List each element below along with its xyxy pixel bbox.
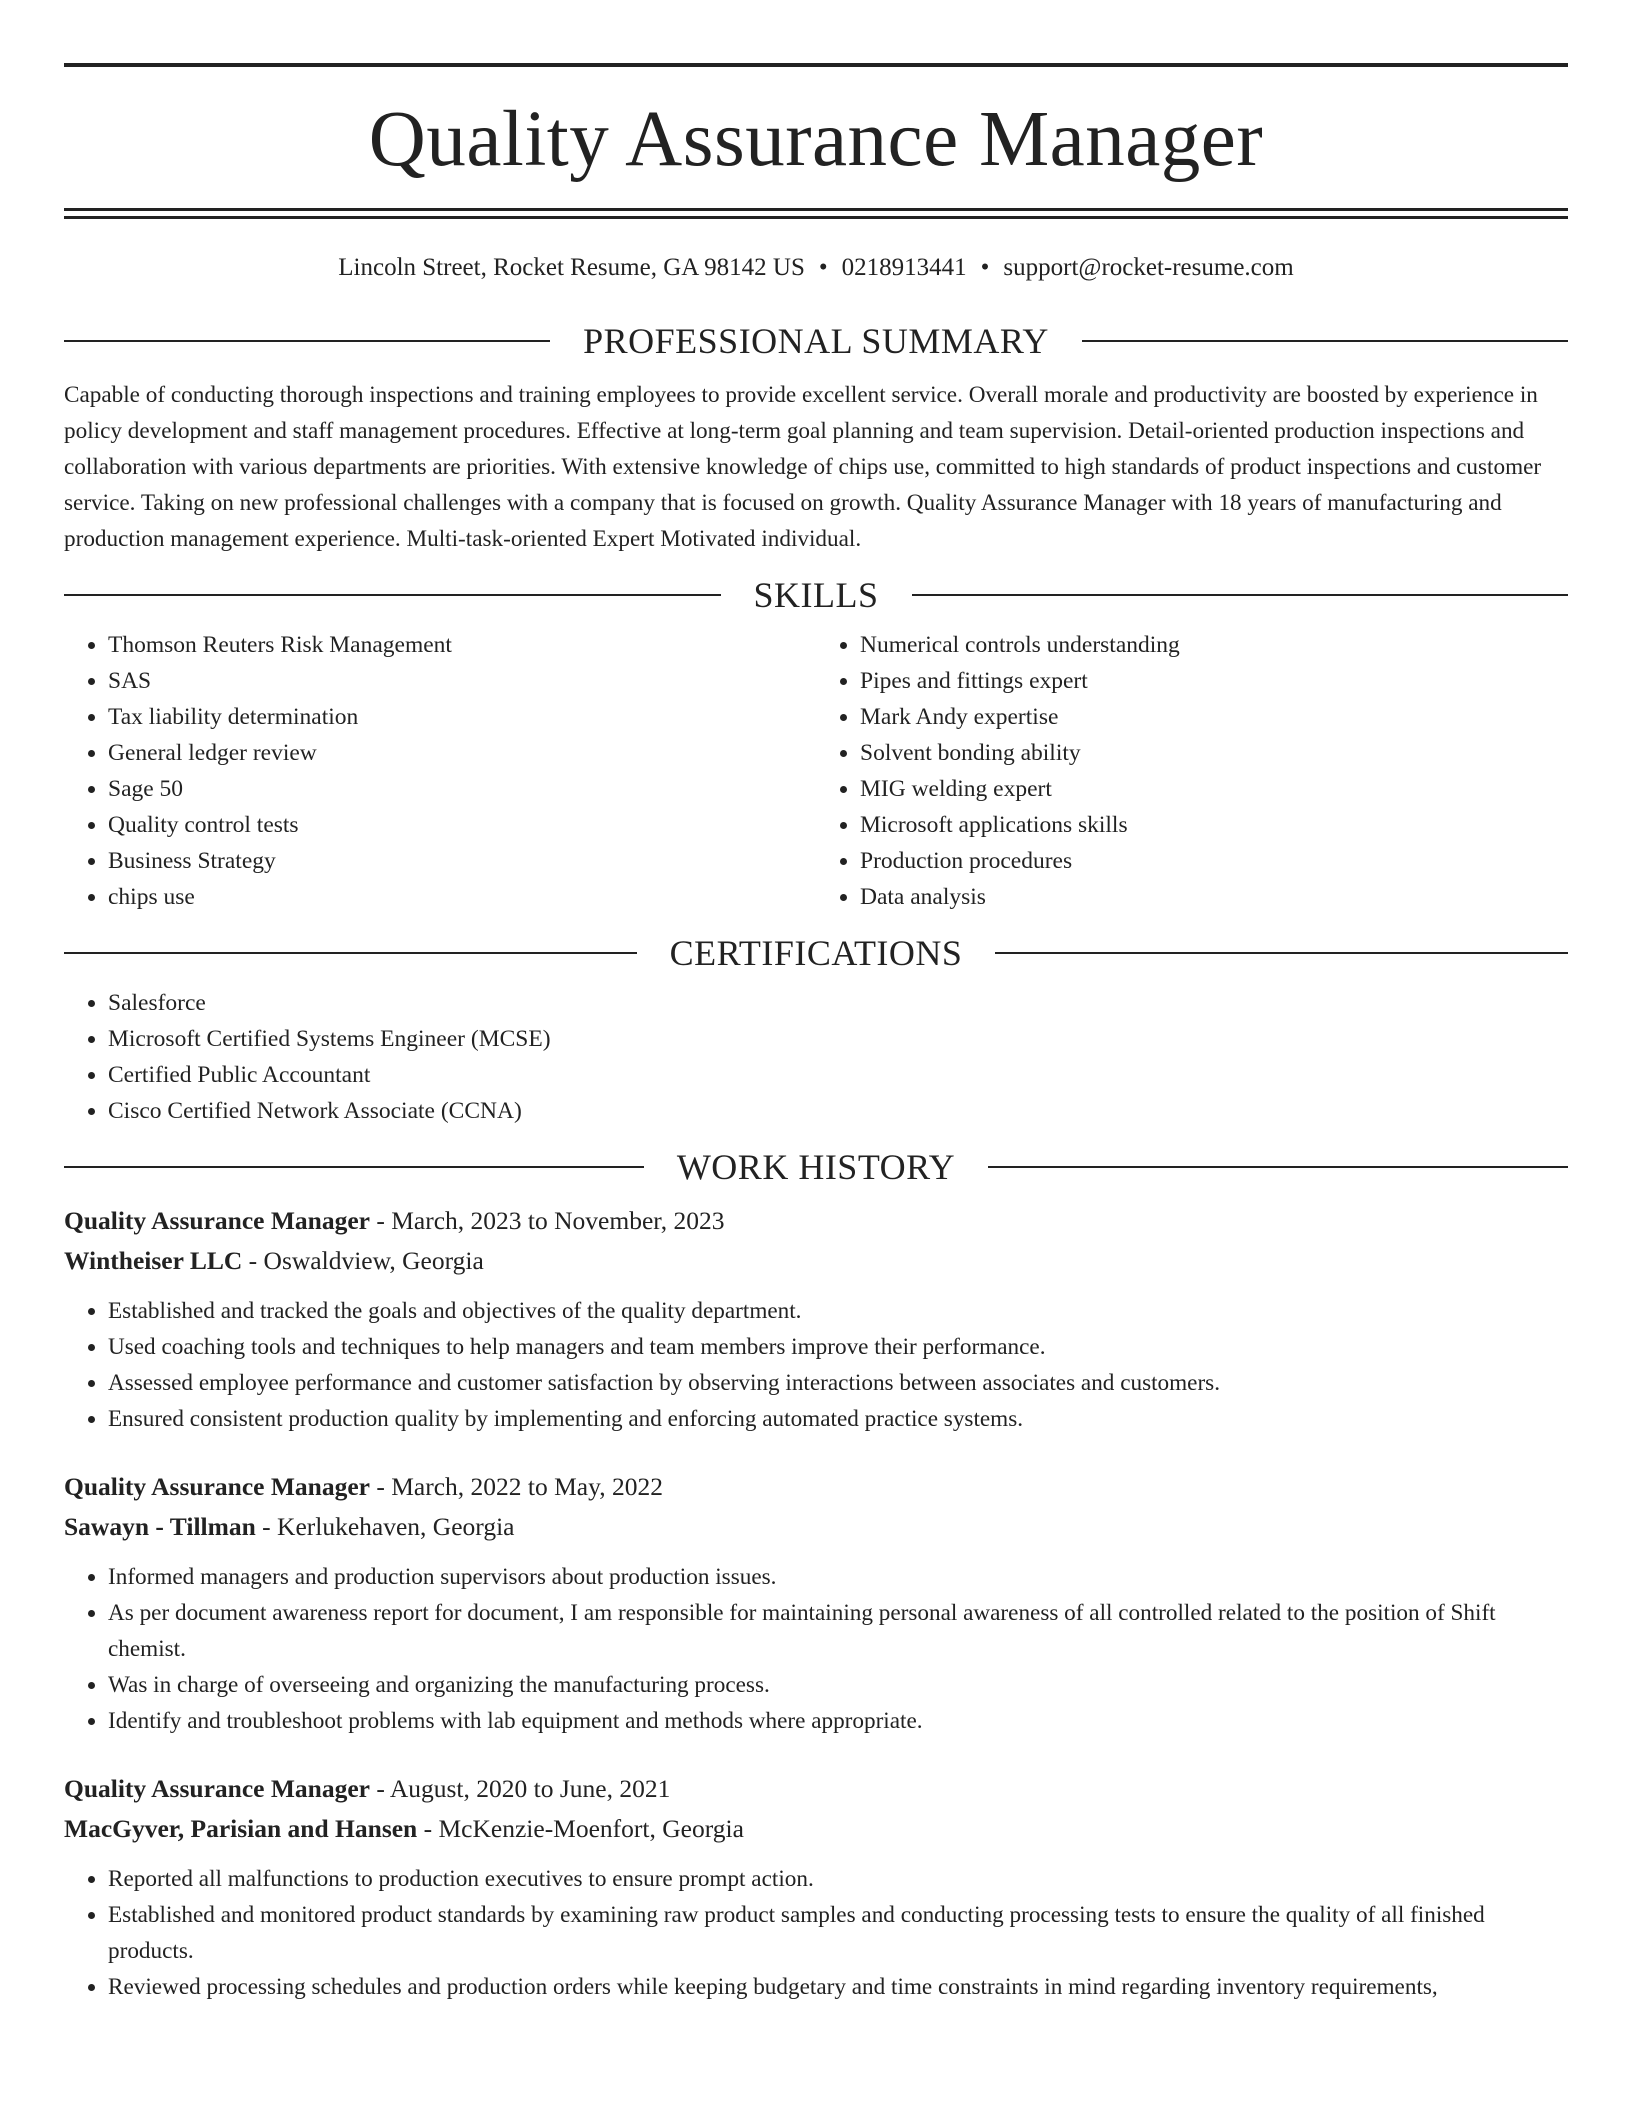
skill-item: • Tax liability determination [108, 699, 816, 735]
job-bullet: • Established and tracked the goals and objectives of the quality department. [108, 1293, 1568, 1329]
summary-heading [64, 319, 1568, 363]
job-bullet: • Identify and troubleshoot problems with lab equipment and methods where appropriate. [108, 1703, 1568, 1739]
job-company-line [64, 1241, 1568, 1281]
job-bullet: • Used coaching tools and techniques to help managers and team members improve their performance. [108, 1329, 1568, 1365]
job-company-line [64, 1809, 1568, 1849]
title-block [64, 0, 1568, 219]
job-entry [64, 1201, 1568, 1437]
skill-item: • Data analysis [860, 879, 1568, 915]
job-bullet: • Reviewed processing schedules and production orders while keeping budgetary and time constraints in mind regarding inventory requirements, [108, 1969, 1568, 2005]
job-bullet: • Assessed employee performance and customer satisfaction by observing interactions between associates and customers. [108, 1365, 1568, 1401]
job-dates: - March, 2022 to May, 2022 [370, 1472, 663, 1501]
job-bullet: • Established and monitored product standards by examining raw product samples and conducting processing tests to ensure the quality of all finished products. [108, 1897, 1568, 1969]
skill-item: • Production procedures [860, 843, 1568, 879]
section-title: PROFESSIONAL SUMMARY [583, 321, 1049, 361]
job-title-line [64, 1201, 1568, 1241]
job-title: Quality Assurance Manager [64, 1206, 370, 1235]
skills-list-left [64, 627, 816, 915]
job-location: - McKenzie-Moenfort, Georgia [417, 1814, 744, 1843]
certifications-list [64, 985, 1568, 1129]
job-company: MacGyver, Parisian and Hansen [64, 1814, 418, 1843]
job-bullets [64, 1861, 1568, 2005]
resume-title: Quality Assurance Manager [368, 96, 1264, 183]
certification-item: • Microsoft Certified Systems Engineer (MCSE) [108, 1021, 1568, 1057]
certifications-heading [64, 931, 1568, 975]
skill-item: • Solvent bonding ability [860, 735, 1568, 771]
summary-text: Capable of conducting thorough inspections and training employees to provide excellent service. Overall morale and productivity are boosted by experience in policy development and staff management procedures. Effective at long-term goal planning and team supervision. Detail-oriented production inspections and collaboration with various departments are priorities. With extensive knowledge of chips use, committed to high standards of product inspections and customer service. Taking on new professional challenges with a company that is focused on growth. Quality Assurance Manager with 18 years of manufacturing and production management experience. Multi-task-oriented Expert Motivated individual. [64, 382, 1542, 552]
job-company: Sawayn - Tillman [64, 1512, 256, 1541]
job-bullet: • Ensured consistent production quality by implementing and enforcing automated practice systems. [108, 1401, 1568, 1437]
job-bullet: • Reported all malfunctions to production executives to ensure prompt action. [108, 1861, 1568, 1897]
certification-item: • Cisco Certified Network Associate (CCNA) [108, 1093, 1568, 1129]
skill-item: • Thomson Reuters Risk Management [108, 627, 816, 663]
skill-item: • Quality control tests [108, 807, 816, 843]
job-title-line [64, 1769, 1568, 1809]
skills-columns [64, 627, 1568, 915]
double-rule [64, 208, 1568, 219]
divider [64, 594, 721, 596]
skill-item: • Mark Andy expertise [860, 699, 1568, 735]
skill-item: • SAS [108, 663, 816, 699]
certification-item: • Certified Public Accountant [108, 1057, 1568, 1093]
skills-list-right [816, 627, 1568, 915]
certification-item: • Salesforce [108, 985, 1568, 1021]
divider [912, 594, 1569, 596]
skill-item: • MIG welding expert [860, 771, 1568, 807]
skill-item: • Business Strategy [108, 843, 816, 879]
job-bullet: • Informed managers and production supervisors about production issues. [108, 1559, 1568, 1595]
skill-item: • Sage 50 [108, 771, 816, 807]
skill-item: • General ledger review [108, 735, 816, 771]
divider [995, 952, 1568, 954]
contact-email: support@rocket-resume.com [1003, 254, 1294, 281]
contact-separator: • [818, 254, 828, 281]
section-title: SKILLS [753, 575, 879, 615]
skill-item: • chips use [108, 879, 816, 915]
divider [64, 1166, 644, 1168]
job-bullets [64, 1559, 1568, 1739]
job-entry [64, 1769, 1568, 2005]
divider [64, 952, 637, 954]
section-title: CERTIFICATIONS [669, 933, 963, 973]
job-dates: - March, 2023 to November, 2023 [370, 1206, 725, 1235]
skill-item: • Numerical controls understanding [860, 627, 1568, 663]
job-title-line [64, 1467, 1568, 1507]
job-location: - Kerlukehaven, Georgia [255, 1512, 515, 1541]
contact-separator: • [980, 254, 990, 281]
contact-phone: 0218913441 [841, 254, 967, 281]
job-entry [64, 1467, 1568, 1739]
job-bullets [64, 1293, 1568, 1437]
divider [988, 1166, 1568, 1168]
job-title: Quality Assurance Manager [64, 1472, 370, 1501]
contact-line [64, 253, 1568, 293]
job-title: Quality Assurance Manager [64, 1774, 370, 1803]
work-history-heading [64, 1145, 1568, 1189]
job-dates: - August, 2020 to June, 2021 [370, 1774, 671, 1803]
divider [1082, 340, 1568, 342]
skills-heading [64, 573, 1568, 617]
contact-address: Lincoln Street, Rocket Resume, GA 98142 US [338, 254, 805, 281]
job-bullet: • As per document awareness report for document, I am responsible for maintaining personal awareness of all controlled related to the position of Shift chemist. [108, 1595, 1568, 1667]
job-location: - Oswaldview, Georgia [242, 1246, 484, 1275]
divider [64, 340, 550, 342]
section-title: WORK HISTORY [676, 1147, 956, 1187]
job-company: Wintheiser LLC [64, 1246, 243, 1275]
skill-item: • Pipes and fittings expert [860, 663, 1568, 699]
skill-item: • Microsoft applications skills [860, 807, 1568, 843]
job-company-line [64, 1507, 1568, 1547]
job-bullet: • Was in charge of overseeing and organizing the manufacturing process. [108, 1667, 1568, 1703]
